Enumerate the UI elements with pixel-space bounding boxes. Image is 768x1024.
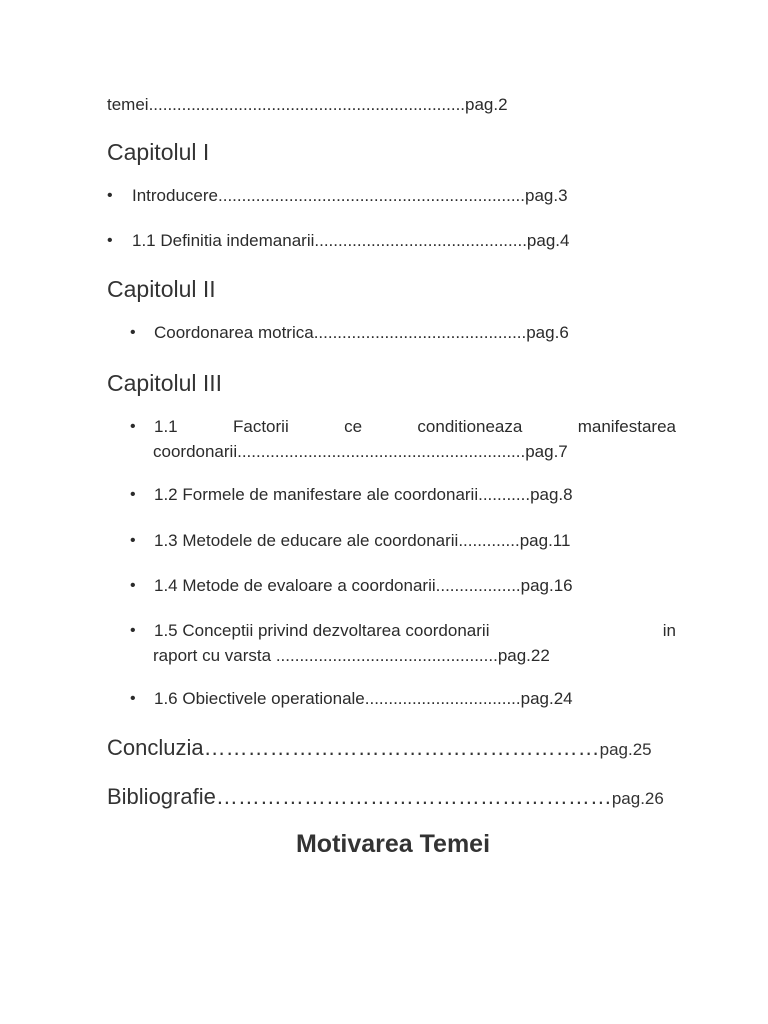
toc-item-1-1-line1 <box>154 417 676 437</box>
bullet-icon: • <box>107 187 113 204</box>
bullet-icon: • <box>130 690 136 707</box>
toc-concluzia-page: pag.25 <box>599 740 652 759</box>
toc-item-1-5-line2: raport cu varsta ...............................................pag.22 <box>153 646 550 665</box>
toc-item-1-6: 1.6 Obiectivele operationale.................................pag.24 <box>154 689 573 708</box>
bullet-icon: • <box>130 324 136 341</box>
chapter-3-heading: Capitolul III <box>107 370 223 396</box>
bullet-icon: • <box>130 577 136 594</box>
toc-item-coordonarea: Coordonarea motrica.............................................pag.6 <box>154 323 569 342</box>
toc-concluzia <box>107 734 652 764</box>
bullet-icon: • <box>130 532 136 549</box>
chapter-2-heading: Capitolul II <box>107 276 216 302</box>
toc-item-definitia: 1.1 Definitia indemanarii.............................................pag.4 <box>132 231 570 250</box>
bullet-icon: • <box>130 486 136 503</box>
toc-bibliografie <box>107 783 664 813</box>
toc-bibliografie-label: Bibliografie……………………………………………… <box>107 784 612 809</box>
toc-word: Factorii <box>233 417 289 436</box>
toc-item-1-5-line1 <box>154 621 676 641</box>
toc-item-1-1-line2: coordonarii.............................................................pag.7 <box>153 442 568 461</box>
toc-item-1-2: 1.2 Formele de manifestare ale coordonarii...........pag.8 <box>154 485 573 504</box>
toc-word: ce <box>344 417 363 436</box>
toc-word: manifestarea <box>577 417 676 436</box>
toc-text: 1.5 Conceptii privind dezvoltarea coordonarii <box>154 621 490 640</box>
toc-line-temei: temei...................................................................pag.2 <box>107 95 508 114</box>
bullet-icon: • <box>130 622 136 639</box>
bullet-icon: • <box>130 418 136 435</box>
toc-word: conditioneaza <box>417 417 523 436</box>
toc-concluzia-label: Concluzia……………………………………………… <box>107 735 600 760</box>
bullet-icon: • <box>107 232 113 249</box>
toc-bibliografie-page: pag.26 <box>611 789 664 808</box>
section-title: Motivarea Temei <box>295 830 491 858</box>
toc-item-1-4: 1.4 Metode de evaloare a coordonarii..................pag.16 <box>154 576 573 595</box>
toc-item-1-3: 1.3 Metodele de educare ale coordonarii.............pag.11 <box>154 531 571 550</box>
toc-word: 1.1 <box>154 417 178 436</box>
toc-word: in <box>662 621 676 640</box>
chapter-1-heading: Capitolul I <box>107 139 210 165</box>
toc-item-introducere: Introducere.................................................................pag.3 <box>132 186 568 205</box>
